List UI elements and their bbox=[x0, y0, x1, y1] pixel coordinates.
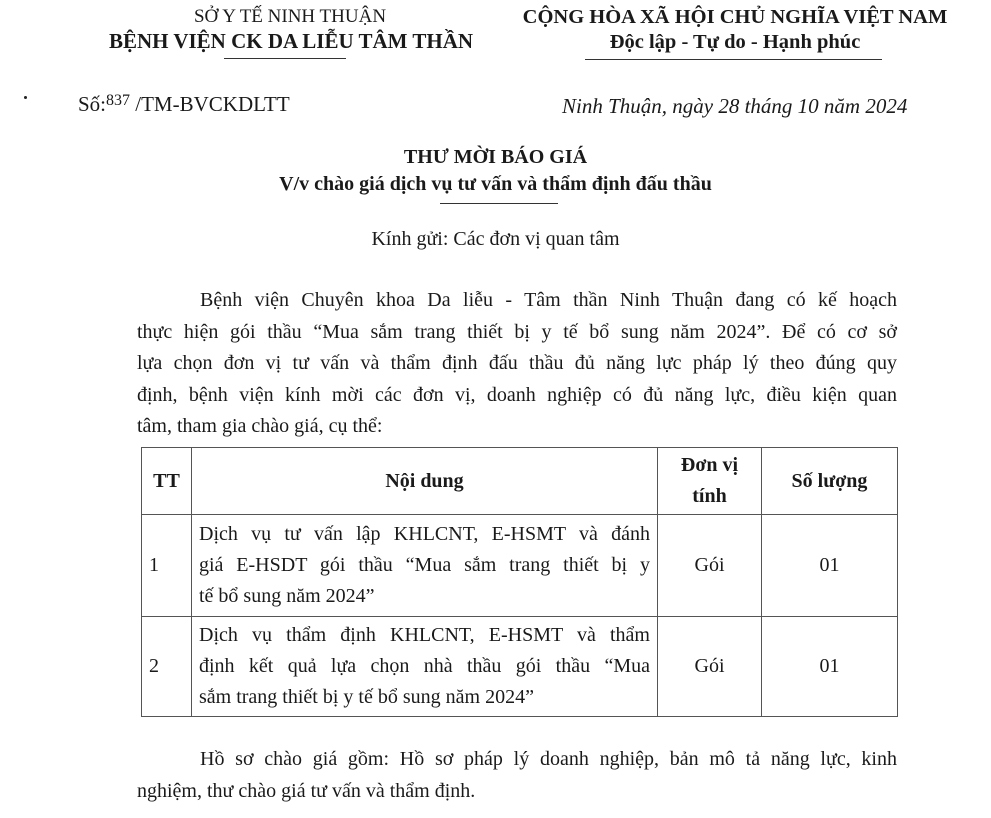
paragraph-line: tâm, tham gia chào giá, cụ thể: bbox=[137, 415, 383, 437]
paragraph-line: định, bệnh viện kính mời các đơn vị, doanh nghiệp có đủ năng lực, điều kiện quan bbox=[137, 383, 897, 406]
document-number-suffix: /TM-BVCKDLTT bbox=[130, 92, 290, 116]
paragraph-line: Hồ sơ chào giá gồm: Hồ sơ pháp lý doanh nghiệp, bản mô tả năng lực, kinh bbox=[200, 748, 897, 770]
national-motto: Độc lập - Tự do - Hạnh phúc bbox=[609, 31, 861, 53]
cell-content-line: giá E-HSDT gói thầu “Mua sắm trang thiết bị y bbox=[199, 554, 650, 576]
national-title: CỘNG HÒA XÃ HỘI CHỦ NGHĨA VIỆT NAM bbox=[522, 6, 948, 28]
header-unit-line2: tính bbox=[692, 485, 727, 507]
document-number-label: Số: bbox=[78, 92, 107, 116]
cell-quantity: 01 bbox=[762, 617, 898, 717]
cell-content-line: sắm trang thiết bị y tế bổ sung năm 2024” bbox=[199, 686, 534, 708]
header-content: Nội dung bbox=[192, 448, 658, 515]
header-tt: TT bbox=[142, 448, 192, 515]
table-row bbox=[142, 617, 898, 717]
paragraph-line: Bệnh viện Chuyên khoa Da liễu - Tâm thần Ninh Thuận đang có kế hoạch bbox=[200, 289, 897, 311]
motto-underline bbox=[585, 59, 882, 60]
recipient-line: Kính gửi: Các đơn vị quan tâm bbox=[371, 228, 620, 250]
organization-name: BỆNH VIỆN CK DA LIỄU TÂM THẦN bbox=[108, 29, 474, 53]
cell-content-line: Dịch vụ tư vấn lập KHLCNT, E-HSMT và đánh bbox=[199, 523, 650, 545]
closing-paragraph bbox=[137, 744, 897, 807]
cell-tt: 2 bbox=[142, 617, 192, 717]
org-name-underline bbox=[224, 58, 346, 59]
subject-underline bbox=[440, 203, 558, 204]
services-table bbox=[141, 447, 898, 717]
cell-content bbox=[192, 617, 658, 717]
cell-content-line: định kết quả lựa chọn nhà thầu gói thầu “Mua bbox=[199, 655, 650, 677]
table-header-row bbox=[142, 448, 898, 515]
paragraph-line: lựa chọn đơn vị tư vấn và thẩm định đấu thầu đủ năng lực pháp lý theo đúng quy bbox=[137, 352, 897, 374]
cell-quantity: 01 bbox=[762, 515, 898, 617]
header-quantity: Số lượng bbox=[762, 448, 898, 515]
document-subject: V/v chào giá dịch vụ tư vấn và thẩm định đấu thầu bbox=[279, 173, 712, 195]
header-unit-line1: Đơn vị bbox=[680, 454, 739, 476]
document-number-value: 837 bbox=[106, 92, 131, 109]
document-title: THƯ MỜI BÁO GIÁ bbox=[403, 146, 588, 168]
cell-content bbox=[192, 515, 658, 617]
header-unit bbox=[658, 448, 762, 515]
cell-unit: Gói bbox=[658, 515, 762, 617]
paragraph-line: thực hiện gói thầu “Mua sắm trang thiết bị y tế bổ sung năm 2024”. Để có cơ sở bbox=[137, 320, 897, 343]
cell-content-line: tế bổ sung năm 2024” bbox=[199, 585, 375, 607]
intro-paragraph bbox=[137, 285, 897, 443]
parent-organization: SỞ Y TẾ NINH THUẬN bbox=[193, 6, 387, 27]
scan-speck bbox=[24, 96, 27, 99]
cell-tt: 1 bbox=[142, 515, 192, 617]
cell-unit: Gói bbox=[658, 617, 762, 717]
document-number bbox=[78, 92, 290, 117]
paragraph-line: nghiệm, thư chào giá tư vấn và thẩm định. bbox=[137, 779, 476, 802]
table-row bbox=[142, 515, 898, 617]
document-date: Ninh Thuận, ngày 28 tháng 10 năm 2024 bbox=[562, 94, 908, 118]
cell-content-line: Dịch vụ thẩm định KHLCNT, E-HSMT và thẩm bbox=[199, 624, 650, 646]
